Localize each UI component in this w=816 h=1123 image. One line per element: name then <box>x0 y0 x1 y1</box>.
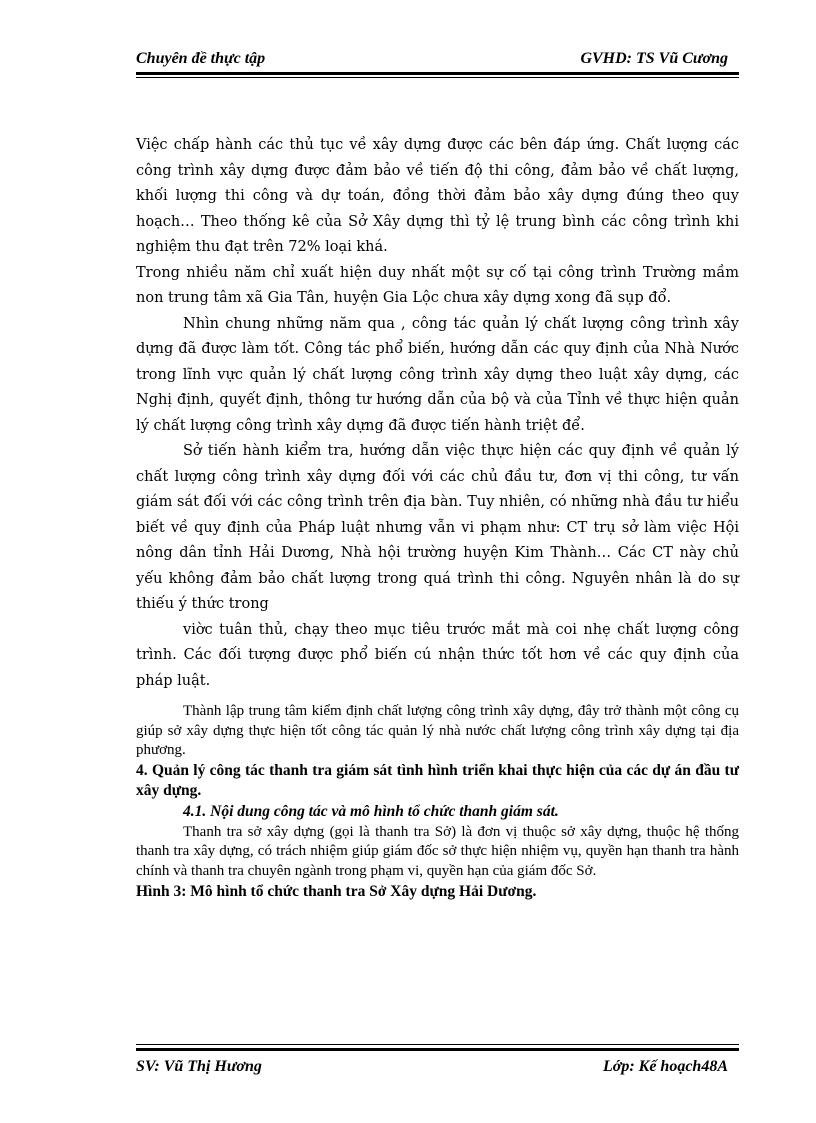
page-header <box>136 50 738 72</box>
section-heading-4-1: 4.1. Nội dung công tác và mô hình tổ chức thanh giám sát. <box>183 802 559 820</box>
page-footer <box>136 1058 738 1080</box>
header-topic: Chuyên đề thực tập <box>136 50 266 67</box>
paragraph-compliance: Việc chấp hành các thủ tục về xây dựng được các bên đáp ứng. Chất lượng các công trình xây dựng được đảm bảo về tiến độ thi công, đảm bảo về chất lượng, khối lượng thi công và dự toán, đồng thời đảm bảo xây dựng đúng theo quy hoạch… Theo thống kê của Sở Xây dựng thì tỷ lệ trung bình các công trình khi nghiệm thu đạt trên 72% loại khá. <box>136 137 739 255</box>
paragraph-inspection-continued: viờc tuân thủ, chạy theo mục tiêu trước mắt mà coi nhẹ chất lượng công trình. Các đối tượng được phổ biến cú nhận thức tốt hơn về các quy định của pháp luật. <box>136 621 739 689</box>
header-rule-thick <box>136 72 739 75</box>
section-heading-4: 4. Quản lý công tác thanh tra giám sát tình hình triển khai thực hiện của các dự án đầu tư xây dựng. <box>136 761 739 799</box>
footer-student: SV: Vũ Thị Hương <box>136 1058 262 1075</box>
header-supervisor: GVHD: TS Vũ Cương <box>580 50 728 67</box>
paragraph-overview: Nhìn chung những năm qua , công tác quản lý chất lượng công trình xây dựng đã được làm tốt. Công tác phổ biến, hướng dẫn các quy định của Nhà Nước trong lĩnh vực quản lý chất lượng công trình xây dựng theo luật xây dựng, các Nghị định, quyết định, thông tư hướng dẫn của bộ và của Tỉnh về thực hiện quản lý chất lượng công trình xây dựng đã được tiến hành triệt để. <box>136 315 739 434</box>
footer-class: Lớp: Kế hoạch48A <box>602 1058 728 1075</box>
page-body <box>136 133 739 902</box>
paragraph-testing-center: Thành lập trung tâm kiểm định chất lượng công trình xây dựng, đây trở thành một công cụ giúp sở xây dựng thực hiện tốt công tác quản lý nhà nước chất lượng công trình xây dựng tại địa phương. <box>136 703 739 759</box>
paragraph-incident: Trong nhiều năm chỉ xuất hiện duy nhất một sự cố tại công trình Trường mầm non trung tâm xã Gia Tân, huyện Gia Lộc chưa xây dựng xong đã sụp đổ. <box>136 264 739 306</box>
header-rule-thin <box>136 77 739 78</box>
paragraph-inspectorate: Thanh tra sở xây dựng (gọi là thanh tra Sở) là đơn vị thuộc sở xây dựng, thuộc hệ thống thanh tra xây dựng, có trách nhiệm giúp giám đốc sở thực hiện nhiệm vụ, quyền hạn thanh tra hành chính và thanh tra chuyên ngành trong phạm vi, quyền hạn của giám đốc Sở. <box>136 823 739 879</box>
figure-caption: Hình 3: Mô hình tổ chức thanh tra Sở Xây dựng Hải Dương. <box>136 882 537 900</box>
paragraph-inspection: Sở tiến hành kiểm tra, hướng dẫn việc thực hiện các quy định về quản lý chất lượng công trình xây dựng đối với các chủ đầu tư, đơn vị thi công, tư vấn giám sát đối với các công trình trên địa bàn. Tuy nhiên, có những nhà đầu tư hiểu biết về quy định của Pháp luật nhưng vẫn vi phạm như: CT trụ sở làm việc Hội nông dân tỉnh Hải Dương, Nhà hội trường huyện Kim Thành… Các CT này chủ yếu không đảm bảo chất lượng trong quá trình thi công. Nguyên nhân là do sự thiếu ý thức trong <box>136 443 739 612</box>
footer-rule-thick <box>136 1048 739 1051</box>
footer-rule-thin <box>136 1044 739 1045</box>
